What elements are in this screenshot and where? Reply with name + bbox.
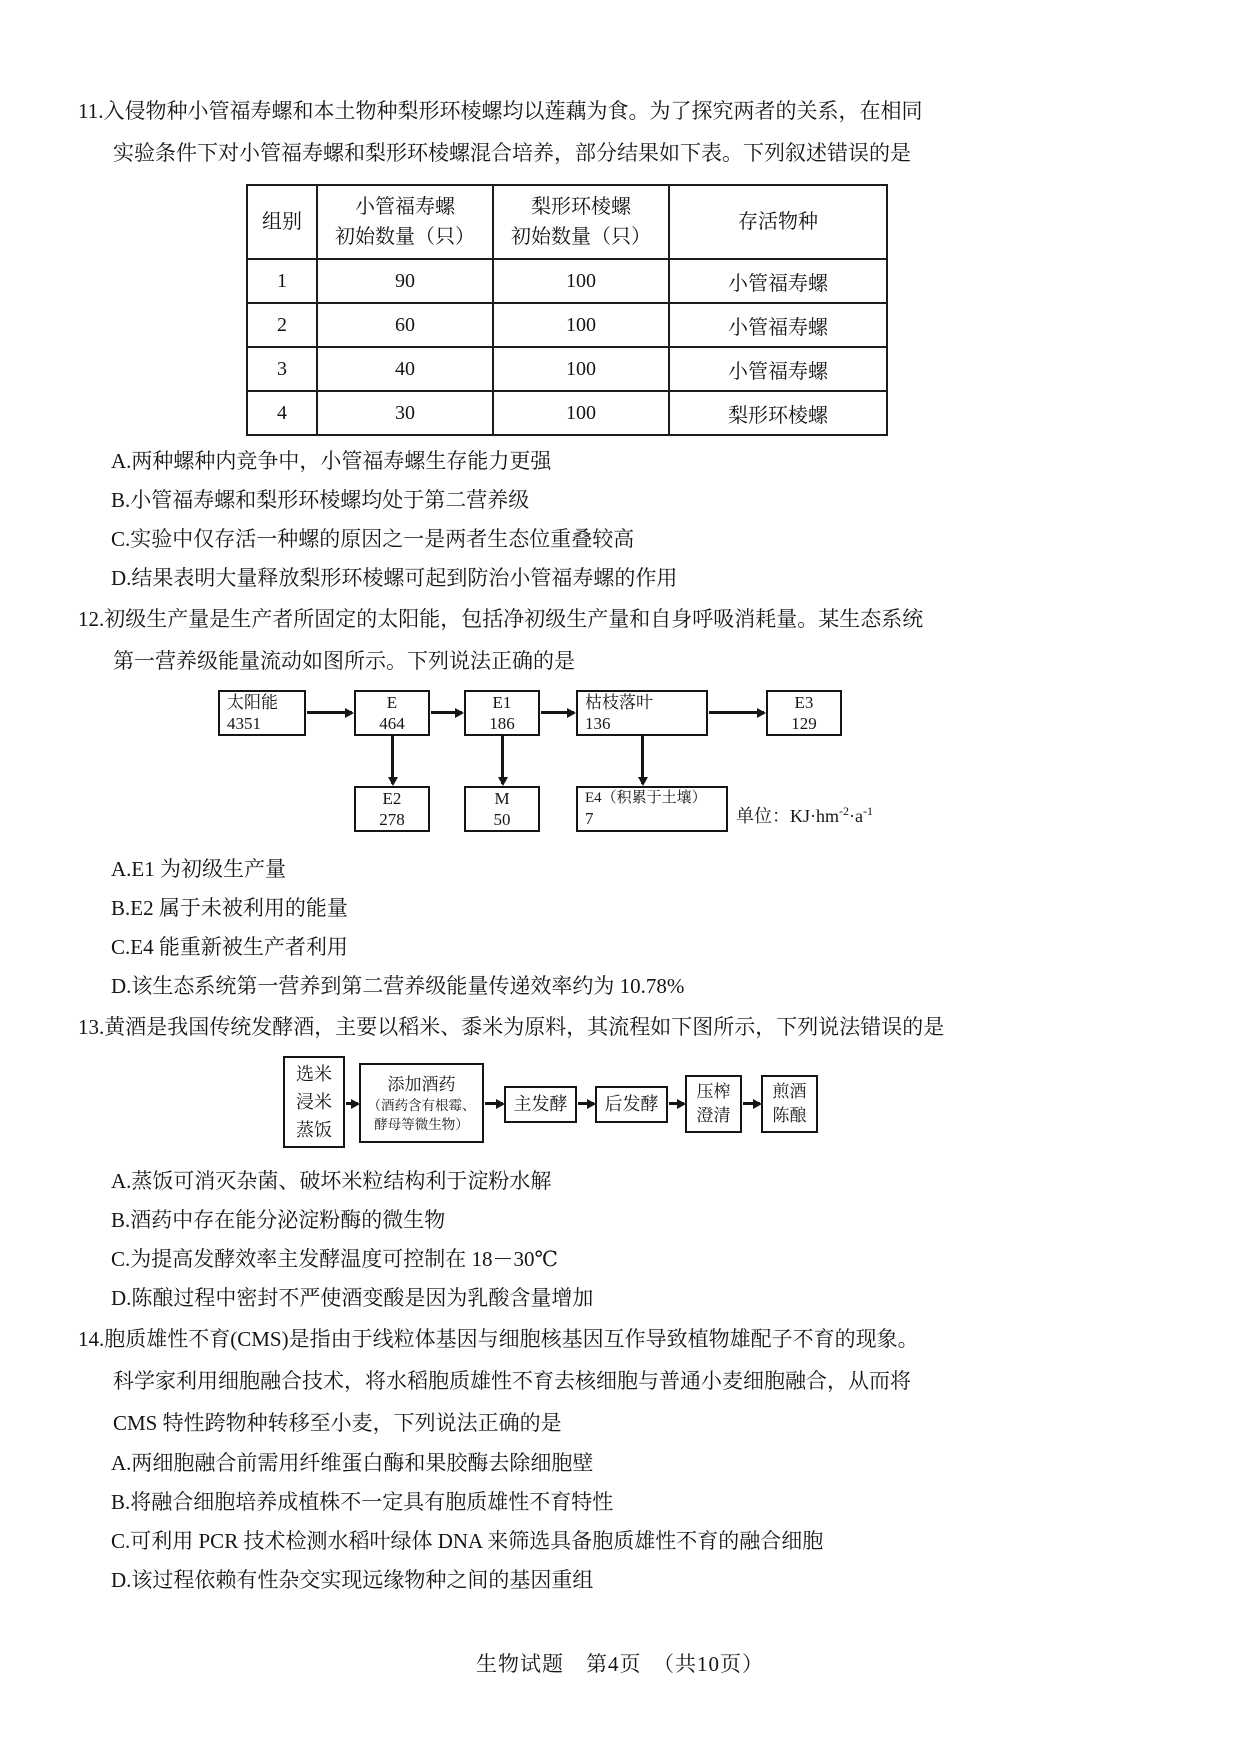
arrow-right-icon xyxy=(578,1102,594,1105)
header-label: 初始数量（只） xyxy=(511,226,651,248)
q11-results-table xyxy=(246,184,888,436)
question-11 xyxy=(78,90,1188,598)
arrow-right-icon xyxy=(346,1102,358,1105)
page-content xyxy=(78,90,1188,1600)
step-label: 添加酒药 xyxy=(387,1074,456,1094)
table-cell: 40 xyxy=(317,347,493,391)
table-header-row xyxy=(247,185,887,259)
question-14-stem-line-1: 14.胞质雄性不育(CMS)是指由于线粒体基因与细胞核基因互作导致植物雄配子不育的现象。 xyxy=(78,1327,919,1351)
arrow-right-icon xyxy=(709,711,764,714)
header-label: 存活物种 xyxy=(738,211,818,233)
box-value: 4351 xyxy=(227,714,261,733)
header-label: 小管福寿螺 xyxy=(355,196,455,218)
arrow-right-icon xyxy=(431,711,462,714)
table-cell: 3 xyxy=(247,347,317,391)
box-label: E3 xyxy=(794,693,814,712)
box-value: 136 xyxy=(585,714,611,733)
box-label: E xyxy=(386,693,398,712)
table-row xyxy=(247,347,887,391)
arrow-right-icon xyxy=(669,1102,684,1105)
question-13-stem-line-1: 13.黄酒是我国传统发酵酒，主要以稻米、黍米为原料，其流程如下图所示，下列说法错误的是 xyxy=(78,1015,945,1039)
q13-option-a: A.蒸饭可消灭杂菌、破坏米粒结构利于淀粉水解 xyxy=(111,1169,552,1193)
step-label: 后发酵 xyxy=(604,1094,659,1114)
unit-superscript: -2 xyxy=(839,804,849,818)
step-label: 陈酿 xyxy=(772,1106,807,1125)
step-main-fermentation xyxy=(504,1086,577,1123)
question-13 xyxy=(78,1006,1188,1318)
table-cell: 1 xyxy=(247,259,317,303)
question-12-stem-line-1: 12.初级生产量是生产者所固定的太阳能，包括净初级生产量和自身呼吸消耗量。某生态系统 xyxy=(78,607,924,631)
question-14 xyxy=(78,1318,1188,1600)
step-label: 煎酒 xyxy=(772,1082,807,1101)
step-boil-age xyxy=(761,1075,818,1133)
q13-option-d: D.陈酿过程中密封不严使酒变酸是因为乳酸含量增加 xyxy=(111,1286,594,1310)
page-footer: 生物试题 第4页 （共10页） xyxy=(476,1652,764,1676)
table-row xyxy=(247,303,887,347)
box-label: E1 xyxy=(492,693,512,712)
question-11-stem-line-1: 11.入侵物种小管福寿螺和本土物种梨形环棱螺均以莲藕为食。为了探究两者的关系，在相同 xyxy=(78,99,923,123)
q14-option-d: D.该过程依赖有性杂交实现远缘物种之间的基因重组 xyxy=(111,1568,594,1592)
question-14-stem-line-2: 科学家利用细胞融合技术，将水稻胞质雄性不育去核细胞与普通小麦细胞融合，从而将 xyxy=(113,1369,911,1393)
question-12 xyxy=(78,598,1188,1006)
table-cell: 90 xyxy=(317,259,493,303)
unit-text: ·a xyxy=(849,806,863,826)
box-e xyxy=(354,690,430,736)
header-label: 组别 xyxy=(262,211,302,233)
question-12-stem-line-2: 第一营养级能量流动如图所示。下列说法正确的是 xyxy=(113,649,575,673)
header-label: 初始数量（只） xyxy=(335,226,475,248)
step-label: 澄清 xyxy=(696,1106,731,1125)
box-label: E2 xyxy=(382,789,402,808)
table-header-snail2 xyxy=(493,185,669,259)
table-cell: 100 xyxy=(493,347,669,391)
unit-text: 单位：KJ·hm xyxy=(736,806,839,826)
box-e3 xyxy=(766,690,842,736)
table-header-survivor xyxy=(669,185,887,259)
box-value: 278 xyxy=(379,810,405,829)
box-solar-energy xyxy=(218,690,306,736)
q11-option-c: C.实验中仅存活一种螺的原因之一是两者生态位重叠较高 xyxy=(111,527,635,551)
unit-superscript: -1 xyxy=(862,804,873,818)
q12-energy-flow-diagram xyxy=(78,690,1188,840)
step-label: （酒药含有根霉、 xyxy=(367,1097,476,1113)
table-header-snail1 xyxy=(317,185,493,259)
table-cell: 2 xyxy=(247,303,317,347)
unit-label xyxy=(736,802,873,828)
step-label: 主发酵 xyxy=(513,1094,568,1114)
arrow-down-icon xyxy=(391,736,394,784)
box-e2 xyxy=(354,786,430,832)
table-cell: 小管福寿螺 xyxy=(669,259,887,303)
box-label: 枯枝落叶 xyxy=(585,693,653,712)
table-header-group xyxy=(247,185,317,259)
step-label: 酵母等微生物） xyxy=(374,1116,469,1132)
arrow-right-icon xyxy=(307,711,352,714)
question-14-stem-line-3: CMS 特性跨物种转移至小麦，下列说法正确的是 xyxy=(113,1411,562,1435)
q12-option-d: D.该生态系统第一营养到第二营养级能量传递效率约为 10.78% xyxy=(111,974,685,998)
arrow-down-icon xyxy=(501,736,504,784)
box-label: 太阳能 xyxy=(227,693,278,712)
q13-option-b: B.酒药中存在能分泌淀粉酶的微生物 xyxy=(111,1208,446,1232)
table-cell: 4 xyxy=(247,391,317,435)
box-label: M xyxy=(494,789,510,808)
box-value: 186 xyxy=(489,714,515,733)
arrow-right-icon xyxy=(743,1102,760,1105)
table-row xyxy=(247,391,887,435)
box-e4-soil xyxy=(576,786,728,832)
q11-option-d: D.结果表明大量释放梨形环棱螺可起到防治小管福寿螺的作用 xyxy=(111,566,678,590)
table-cell: 100 xyxy=(493,391,669,435)
table-cell: 100 xyxy=(493,303,669,347)
table-cell: 小管福寿螺 xyxy=(669,303,887,347)
step-rice-prep xyxy=(283,1056,345,1148)
box-value: 129 xyxy=(791,714,817,733)
box-value: 464 xyxy=(379,714,405,733)
q11-option-a: A.两种螺种内竞争中，小管福寿螺生存能力更强 xyxy=(111,449,552,473)
arrow-down-icon xyxy=(641,736,644,784)
box-m xyxy=(464,786,540,832)
question-11-stem-line-2: 实验条件下对小管福寿螺和梨形环棱螺混合培养，部分结果如下表。下列叙述错误的是 xyxy=(113,141,911,165)
table-cell: 小管福寿螺 xyxy=(669,347,887,391)
q14-option-a: A.两细胞融合前需用纤维蛋白酶和果胶酶去除细胞壁 xyxy=(111,1451,594,1475)
step-label: 选米 xyxy=(296,1064,332,1084)
table-cell: 100 xyxy=(493,259,669,303)
q13-wine-process-diagram xyxy=(78,1056,1188,1152)
step-label: 蒸饭 xyxy=(296,1120,332,1140)
step-add-starter xyxy=(359,1063,484,1143)
table-cell: 60 xyxy=(317,303,493,347)
table-cell: 30 xyxy=(317,391,493,435)
box-e1 xyxy=(464,690,540,736)
header-label: 梨形环棱螺 xyxy=(531,196,631,218)
arrow-right-icon xyxy=(485,1102,503,1105)
step-label: 浸米 xyxy=(296,1092,332,1112)
q14-option-b: B.将融合细胞培养成植株不一定具有胞质雄性不育特性 xyxy=(111,1490,614,1514)
box-value: 50 xyxy=(493,810,511,829)
q14-option-c: C.可利用 PCR 技术检测水稻叶绿体 DNA 来筛选具备胞质雄性不育的融合细胞 xyxy=(111,1529,824,1553)
step-label: 压榨 xyxy=(696,1082,731,1101)
table-cell: 梨形环棱螺 xyxy=(669,391,887,435)
step-press-clarify xyxy=(685,1075,742,1133)
table-row xyxy=(247,259,887,303)
arrow-right-icon xyxy=(541,711,574,714)
box-value: 7 xyxy=(585,809,594,828)
q12-option-a: A.E1 为初级生产量 xyxy=(111,857,286,881)
q13-option-c: C.为提高发酵效率主发酵温度可控制在 18－30℃ xyxy=(111,1247,558,1271)
box-litter xyxy=(576,690,708,736)
step-post-fermentation xyxy=(595,1086,668,1123)
box-label: E4（积累于土壤） xyxy=(585,790,707,806)
q12-option-c: C.E4 能重新被生产者利用 xyxy=(111,935,348,959)
q11-option-b: B.小管福寿螺和梨形环棱螺均处于第二营养级 xyxy=(111,488,530,512)
q12-option-b: B.E2 属于未被利用的能量 xyxy=(111,896,348,920)
